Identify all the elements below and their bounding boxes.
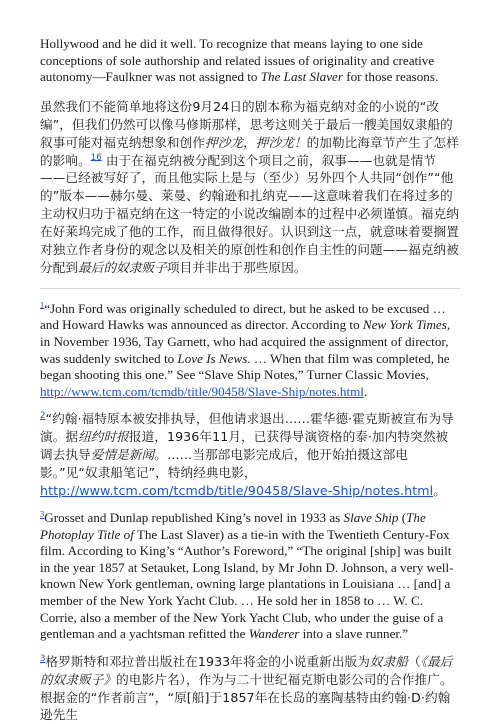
text-run: into a slave runner.”: [299, 626, 409, 642]
publication-title: New York Times: [362, 317, 447, 333]
book-title: 最后的奴隶贩子: [78, 259, 167, 275]
text-run: Hollywood and he did it well. To recognize that means laying to one side conceptions of sole authorship and related issues of originality and creative autonomy—Faulkner was not assigned to: [40, 36, 435, 85]
text-run: 报道，1936年11月，已获得导演资格的泰·加内特突然被调去执导: [40, 429, 449, 463]
footnote-divider: [40, 288, 460, 289]
ship-name: Wanderer: [248, 626, 300, 642]
book-title: 奴隶船: [369, 653, 409, 669]
text-run: 项目并非出于那些原因。: [166, 259, 307, 275]
text-run: （: [408, 653, 421, 669]
text-run: 格罗斯特和邓拉普出版社在1933年将金的小说重新出版为: [45, 653, 370, 669]
text-run: 。: [433, 483, 446, 499]
film-title: 爱情是新闻: [90, 447, 155, 463]
footnote-2: [40, 410, 460, 500]
book-title: The Photoplay Title of: [40, 509, 426, 542]
text-run: Grosset and Dunlap republished King’s novel in 1933 as: [44, 509, 344, 525]
book-title: Slave Ship: [343, 509, 399, 525]
footnote-3-chinese: [40, 653, 460, 724]
book-title: The Last Slaver: [260, 69, 343, 85]
footnote-3: [40, 510, 460, 643]
footnote-number[interactable]: 3: [40, 508, 45, 519]
text-run: 的加勒比海章节产生了怎样的影响。: [40, 134, 459, 168]
text-run: “约翰·福特原本被安排执导，但他请求退出……霍华德·霍克斯被宣布为导演。据: [40, 411, 454, 445]
text-run: .: [363, 383, 368, 399]
text-run: , in November 1936, Tay Garnett, who had acquired the assignment of director, was suddenly switched to: [40, 317, 451, 366]
footnote-number[interactable]: 2: [40, 411, 46, 422]
publication-title: 纽约时报: [78, 429, 129, 445]
text-run: 的电影片名），作为与二十世纪福克斯电影公司的合作推广。根据金的“作者前言”，“原[船]于1857年在长岛的塞陶基特由约翰·D·约翰逊先生: [40, 671, 453, 723]
text-run: 。……当那部电影完成后，他开始拍摄这部电影。”见“奴隶船笔记”，特纳经典电影，: [40, 447, 409, 481]
footnote-1: [40, 301, 460, 401]
book-title: 押沙龙，押沙龙！: [205, 134, 307, 150]
film-title: Love Is News: [177, 350, 248, 366]
book-title: 《最后的奴隶贩子》: [40, 653, 453, 687]
footnote-number[interactable]: 3: [40, 653, 46, 664]
text-run: 由于在福克纳被分配到这个项目之前，叙事——也就是情节——已经被写好了，而且他实际上是与（至少）另外四个人共同“创作”“他的”版本——赫尔曼、莱曼、约翰逊和扎纳克——这意味着我们在将过多的主动权归功于福克纳在这一特定的小说改编剧本的过程中必须谨慎。福克纳在好莱坞完成了他的工作，而且做得很好。认识到这一点，就意味着要搁置对独立作者身份的观念以及相关的原创性和创作自主性的问题——福克纳被分配到: [40, 152, 459, 275]
text-run: “John Ford was originally scheduled to direct, but he asked to be excused … and Howard Hawks was announced as director. According to: [40, 300, 446, 333]
text-run: (: [398, 509, 407, 525]
text-run: . … When that film was completed, he began shooting this one.” See “Slave Ship Notes,” Turner Classic Movies,: [40, 350, 450, 383]
footnote-number[interactable]: 1: [40, 299, 45, 310]
footnote-ref-16[interactable]: 16: [90, 152, 102, 163]
text-run: for those reasons.: [342, 69, 439, 85]
chinese-paragraph: [40, 98, 460, 277]
text-run: The Last Slaver) as a tie-in with the Twentieth Century-Fox film. According to King’s “Author’s Foreword,” “The original [ship] was built in the year 1857 at Setauket, Long Island, by Mr John D. Johnson, a very well-known New York gentleman, owning large plantations in Louisiana … [and] a member of the New York Yacht Club. … He sold her in 1858 to … W. C. Corrie, also a member of the New York Yacht Club, who under the guise of a gentleman and a yachtsman refitted the: [40, 526, 454, 642]
tcm-notes-link[interactable]: http://www.tcm.com/tcmdb/title/90458/Slave-Ship/notes.html: [40, 383, 364, 399]
english-paragraph: [40, 36, 460, 86]
tcm-notes-link[interactable]: http://www.tcm.com/tcmdb/title/90458/Slave-Ship/notes.html: [40, 483, 434, 499]
text-run: 虽然我们不能简单地将这份9月24日的剧本称为福克纳对金的小说的“改编”，但我们仍然可以像马修斯那样，思考这则关于最后一艘美国奴隶船的叙事可能对福克纳想象和创作: [40, 98, 453, 150]
